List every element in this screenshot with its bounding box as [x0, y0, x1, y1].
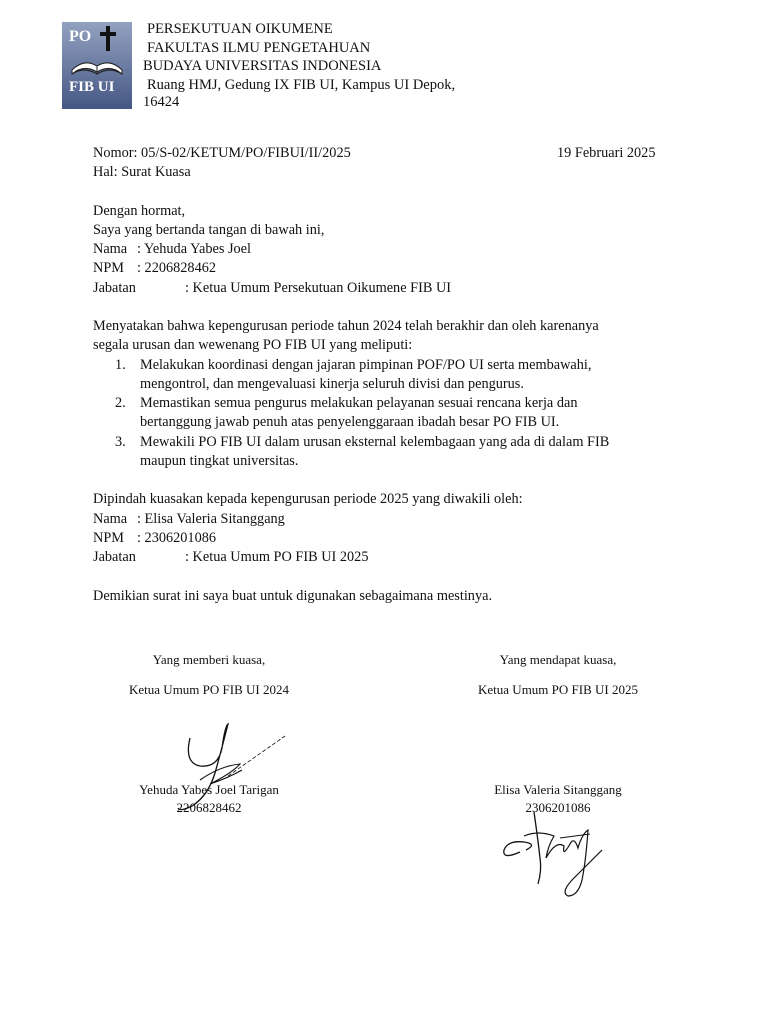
- signature-grantor: [170, 718, 290, 818]
- grantor-name-value: : Yehuda Yabes Joel: [137, 241, 251, 257]
- org-address-line: Ruang HMJ, Gedung IX FIB UI, Kampus UI Depok,: [147, 77, 456, 93]
- grantee-npm-label: NPM: [93, 530, 124, 546]
- signer-role: Yang memberi kuasa,: [152, 652, 266, 667]
- grantor-name-row: [93, 241, 251, 258]
- org-line-1: PERSEKUTUAN OIKUMENE: [147, 21, 333, 37]
- signer-npm: 2306201086: [525, 800, 591, 815]
- grantor-position-label: Jabatan: [93, 280, 136, 296]
- org-postal-code: 16424: [143, 94, 180, 110]
- svg-text:FIB UI: FIB UI: [69, 79, 115, 95]
- grantor-position-row: [93, 280, 451, 297]
- signer-role: Yang mendapat kuasa,: [499, 652, 617, 667]
- grantor-npm-label: NPM: [93, 260, 124, 276]
- grantor-name-label: Nama: [93, 241, 128, 257]
- transfer-text: Dipindah kuasakan kepada kepengurusan periode 2025 yang diwakili oleh:: [93, 491, 523, 507]
- list-item-text: maupun tingkat universitas.: [140, 453, 299, 469]
- org-line-2: FAKULTAS ILMU PENGETAHUAN: [147, 40, 371, 56]
- list-item-number: 1.: [115, 357, 126, 373]
- grantee-position-row: [93, 549, 368, 566]
- signer-title: Ketua Umum PO FIB UI 2024: [129, 682, 289, 697]
- letter-subject: Hal: Surat Kuasa: [93, 164, 191, 180]
- grantee-name-label: Nama: [93, 511, 128, 527]
- closing-text: Demikian surat ini saya buat untuk digunakan sebagaimana mestinya.: [93, 588, 493, 604]
- svg-text:PO: PO: [69, 28, 92, 45]
- grantee-name-row: [93, 511, 285, 528]
- statement-line-2: segala urusan dan wewenang PO FIB UI yang meliputi:: [93, 337, 413, 353]
- logo-emblem: [62, 22, 132, 109]
- signature-grantee: [498, 800, 610, 904]
- letter-number: Nomor: 05/S-02/KETUM/PO/FIBUI/II/2025: [93, 145, 351, 161]
- grantee-position-value: : Ketua Umum PO FIB UI 2025: [185, 549, 369, 565]
- statement-line-1: Menyatakan bahwa kepengurusan periode tahun 2024 telah berakhir dan oleh karenanya: [93, 318, 599, 334]
- grantee-npm-value: : 2306201086: [137, 530, 217, 546]
- grantor-npm-row: [93, 260, 216, 277]
- list-item-text: bertanggung jawab penuh atas penyelenggaraan ibadah besar PO FIB UI.: [140, 414, 560, 430]
- list-item-number: 2.: [115, 395, 126, 411]
- list-item-text: Memastikan semua pengurus melakukan pelayanan sesuai rencana kerja dan: [140, 395, 578, 411]
- greeting: Dengan hormat,: [93, 203, 186, 219]
- org-line-3: BUDAYA UNIVERSITAS INDONESIA: [143, 58, 382, 74]
- letter-date: 19 Februari 2025: [557, 145, 656, 161]
- intro-text: Saya yang bertanda tangan di bawah ini,: [93, 222, 325, 238]
- organization-logo: [62, 22, 132, 109]
- list-item-text: mengontrol, dan mengevaluasi kinerja seluruh divisi dan pengurus.: [140, 376, 524, 392]
- grantee-name-value: : Elisa Valeria Sitanggang: [137, 511, 285, 527]
- signer-title: Ketua Umum PO FIB UI 2025: [478, 682, 638, 697]
- signer-name: Elisa Valeria Sitanggang: [494, 782, 622, 797]
- signer-name: Yehuda Yabes Joel Tarigan: [139, 782, 279, 797]
- grantor-position-value: : Ketua Umum Persekutuan Oikumene FIB UI: [185, 280, 452, 296]
- list-item-text: Mewakili PO FIB UI dalam urusan eksternal kelembagaan yang ada di dalam FIB: [140, 434, 610, 450]
- grantee-npm-row: [93, 530, 216, 547]
- list-item-text: Melakukan koordinasi dengan jajaran pimpinan POF/PO UI serta membawahi,: [140, 357, 592, 373]
- grantor-npm-value: : 2206828462: [137, 260, 217, 276]
- list-item-number: 3.: [115, 434, 126, 450]
- grantee-position-label: Jabatan: [93, 549, 136, 565]
- signer-npm: 2206828462: [176, 800, 242, 815]
